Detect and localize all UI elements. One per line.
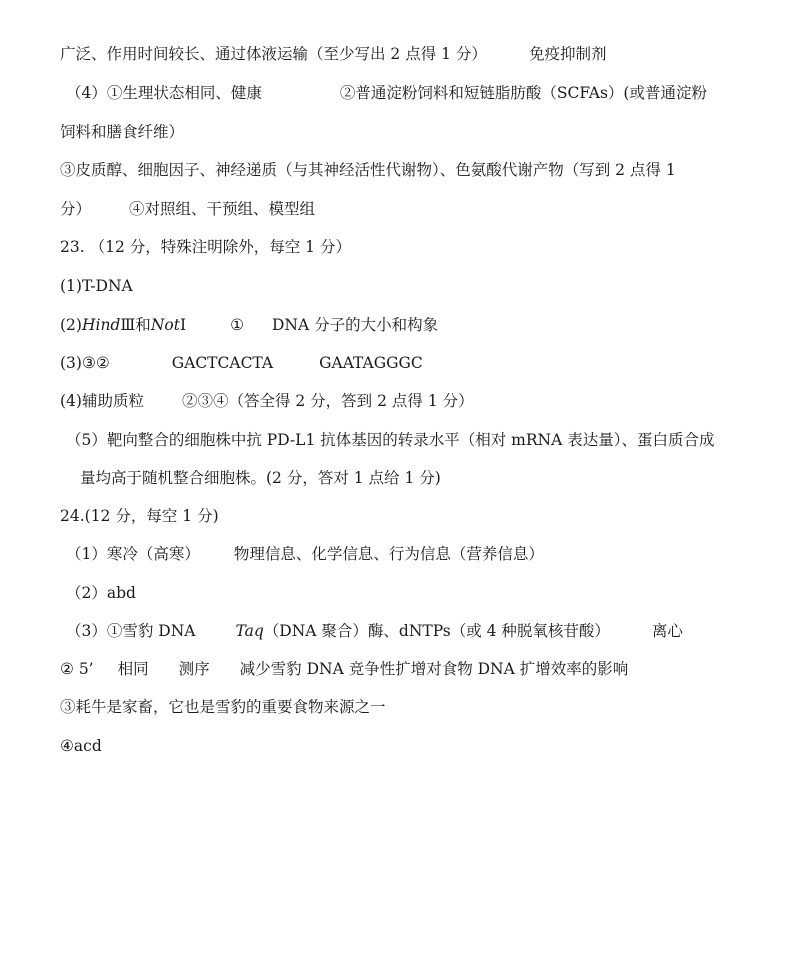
text-line (66, 583, 770, 603)
line-text: 相同 (117, 660, 149, 678)
line-text: （5）靶向整合的细胞株中抗 PD-L1 抗体基因的转录水平（相对 mRNA 表达量）、蛋白质合成 (66, 431, 715, 449)
line-text: (2) (60, 316, 82, 334)
line-text: ① (230, 316, 244, 334)
text-line (60, 659, 770, 679)
line-text: ③耗牛是家畜，它也是雪豹的重要食物来源之一 (60, 698, 386, 716)
text-line (66, 621, 770, 641)
line-text: 物理信息、化学信息、行为信息（营养信息） (233, 545, 544, 563)
line-text: (1)T-DNA (60, 277, 133, 295)
enzyme-name: Taq (235, 622, 264, 640)
line-text: ②普通淀粉饲料和短链脂肪酸（SCFAs）(或普通淀粉 (339, 84, 707, 102)
line-text: ④对照组、干预组、模型组 (129, 200, 316, 218)
section-heading (60, 506, 770, 526)
text-line (60, 160, 770, 180)
line-text: 离心 (651, 622, 683, 640)
line-text: (3)③② (60, 354, 110, 372)
line-text: (4)辅助质粒 (60, 392, 144, 410)
line-text: Ⅰ (179, 316, 187, 334)
line-text: Ⅲ和 (120, 316, 151, 334)
text-line (60, 276, 770, 296)
line-text: GAATAGGGC (319, 354, 423, 372)
text-line (60, 44, 770, 64)
line-text: （4）①生理状态相同、健康 (66, 84, 262, 102)
text-line (60, 391, 770, 411)
line-text: 测序 (178, 660, 210, 678)
line-text: GACTCACTA (171, 354, 274, 372)
text-line (66, 83, 770, 103)
text-line (60, 353, 770, 373)
line-text: ② 5’ (60, 660, 94, 678)
line-text: ②③④（答全得 2 分，答到 2 点得 1 分） (181, 392, 474, 410)
text-line (60, 199, 770, 219)
text-line (60, 736, 770, 756)
text-line (60, 122, 770, 142)
line-text: ④acd (60, 737, 102, 755)
line-text: 免疫抑制剂 (528, 45, 607, 63)
line-text: ③皮质醇、细胞因子、神经递质（与其神经活性代谢物）、色氨酸代谢产物（写到 2 点得 1 (60, 161, 676, 179)
line-text: （3）①雪豹 DNA (66, 622, 196, 640)
section-heading (60, 237, 770, 257)
line-text: 减少雪豹 DNA 竞争性扩增对食物 DNA 扩增效率的影响 (239, 660, 629, 678)
enzyme-name: Hind (81, 316, 121, 334)
line-text: DNA 分子的大小和构象 (271, 316, 439, 334)
text-line (66, 430, 770, 450)
line-text: （2）abd (66, 584, 136, 602)
line-text: （DNA 聚合）酶、dNTPs（或 4 种脱氧核苷酸） (263, 622, 610, 640)
text-line (66, 544, 770, 564)
text-line (80, 468, 770, 488)
line-text: 饲料和膳食纤维） (60, 123, 185, 141)
line-text: 23. （12 分，特殊注明除外，每空 1 分） (60, 238, 351, 256)
text-line (60, 315, 770, 335)
line-text: 分） (60, 200, 92, 218)
enzyme-name: Not (150, 316, 180, 334)
text-line (60, 697, 770, 717)
line-text: 量均高于随机整合细胞株。(2 分，答对 1 点给 1 分) (80, 469, 441, 487)
line-text: （1）寒冷（高寒） (66, 545, 200, 563)
line-text: 24.(12 分，每空 1 分) (60, 507, 219, 525)
line-text: 广泛、作用时间较长、通过体液运输（至少写出 2 点得 1 分） (60, 45, 487, 63)
